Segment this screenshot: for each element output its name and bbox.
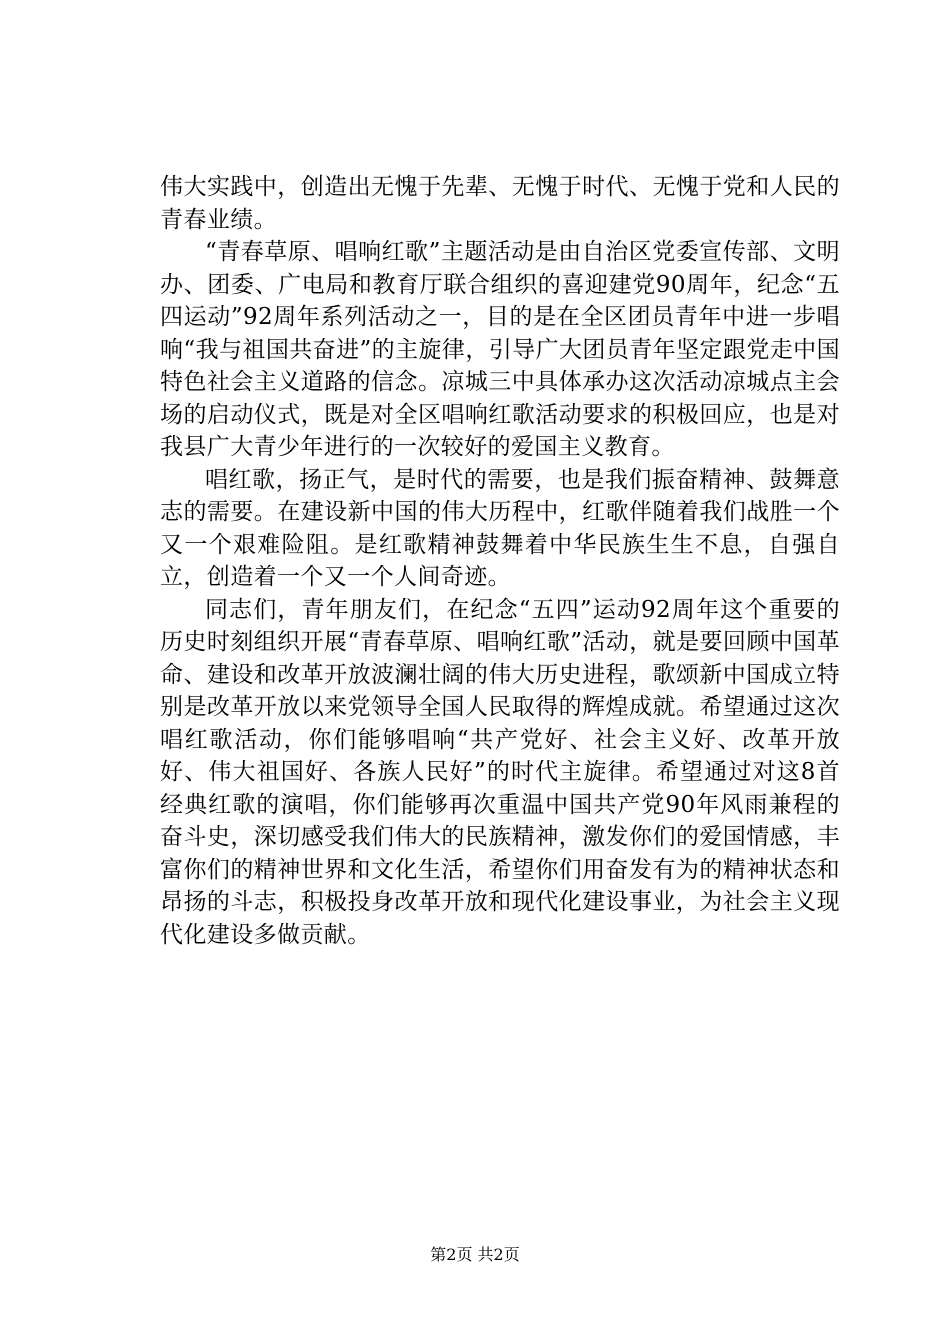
paragraph-4: 同志们，青年朋友们，在纪念“五四”运动92周年这个重要的历史时刻组织开展“青春草原、唱响红歌”活动，就是要回顾中国革命、建设和改革开放波澜壮阔的伟大历史进程，歌颂新中国成立特别是改革开放以来党领导全国人民取得的辉煌成就。希望通过这次唱红歌活动，你们能够唱响“共产党好、社会主义好、改革开放好、伟大祖国好、各族人民好”的时代主旋律。希望通过对这8首经典红歌的演唱，你们能够再次重温中国共产党90年风雨兼程的奋斗史，深切感受我们伟大的民族精神，激发你们的爱国情感，丰富你们的精神世界和文化生活，希望你们用奋发有为的精神状态和昂扬的斗志，积极投身改革开放和现代化建设事业，为社会主义现代化建设多做贡献。 [160,596,840,948]
page-footer: 第2页 共2页 [430,1245,520,1264]
paragraph-1: 伟大实践中，创造出无愧于先辈、无愧于时代、无愧于党和人民的青春业绩。 [160,174,840,233]
paragraph-3: 唱红歌，扬正气，是时代的需要，也是我们振奋精神、鼓舞意志的需要。在建设新中国的伟大历程中，红歌伴随着我们战胜一个又一个艰难险阻。是红歌精神鼓舞着中华民族生生不息，自强自立，创造着一个又一个人间奇迹。 [160,466,840,590]
document-body [160,171,840,951]
paragraph-2: “青春草原、唱响红歌”主题活动是由自治区党委宣传部、文明办、团委、广电局和教育厅联合组织的喜迎建党90周年，纪念“五四运动”92周年系列活动之一，目的是在全区团员青年中进一步唱响“我与祖国共奋进”的主旋律，引导广大团员青年坚定跟党走中国特色社会主义道路的信念。凉城三中具体承办这次活动凉城点主会场的启动仪式，既是对全区唱响红歌活动要求的积极回应，也是对我县广大青少年进行的一次较好的爱国主义教育。 [160,239,840,460]
